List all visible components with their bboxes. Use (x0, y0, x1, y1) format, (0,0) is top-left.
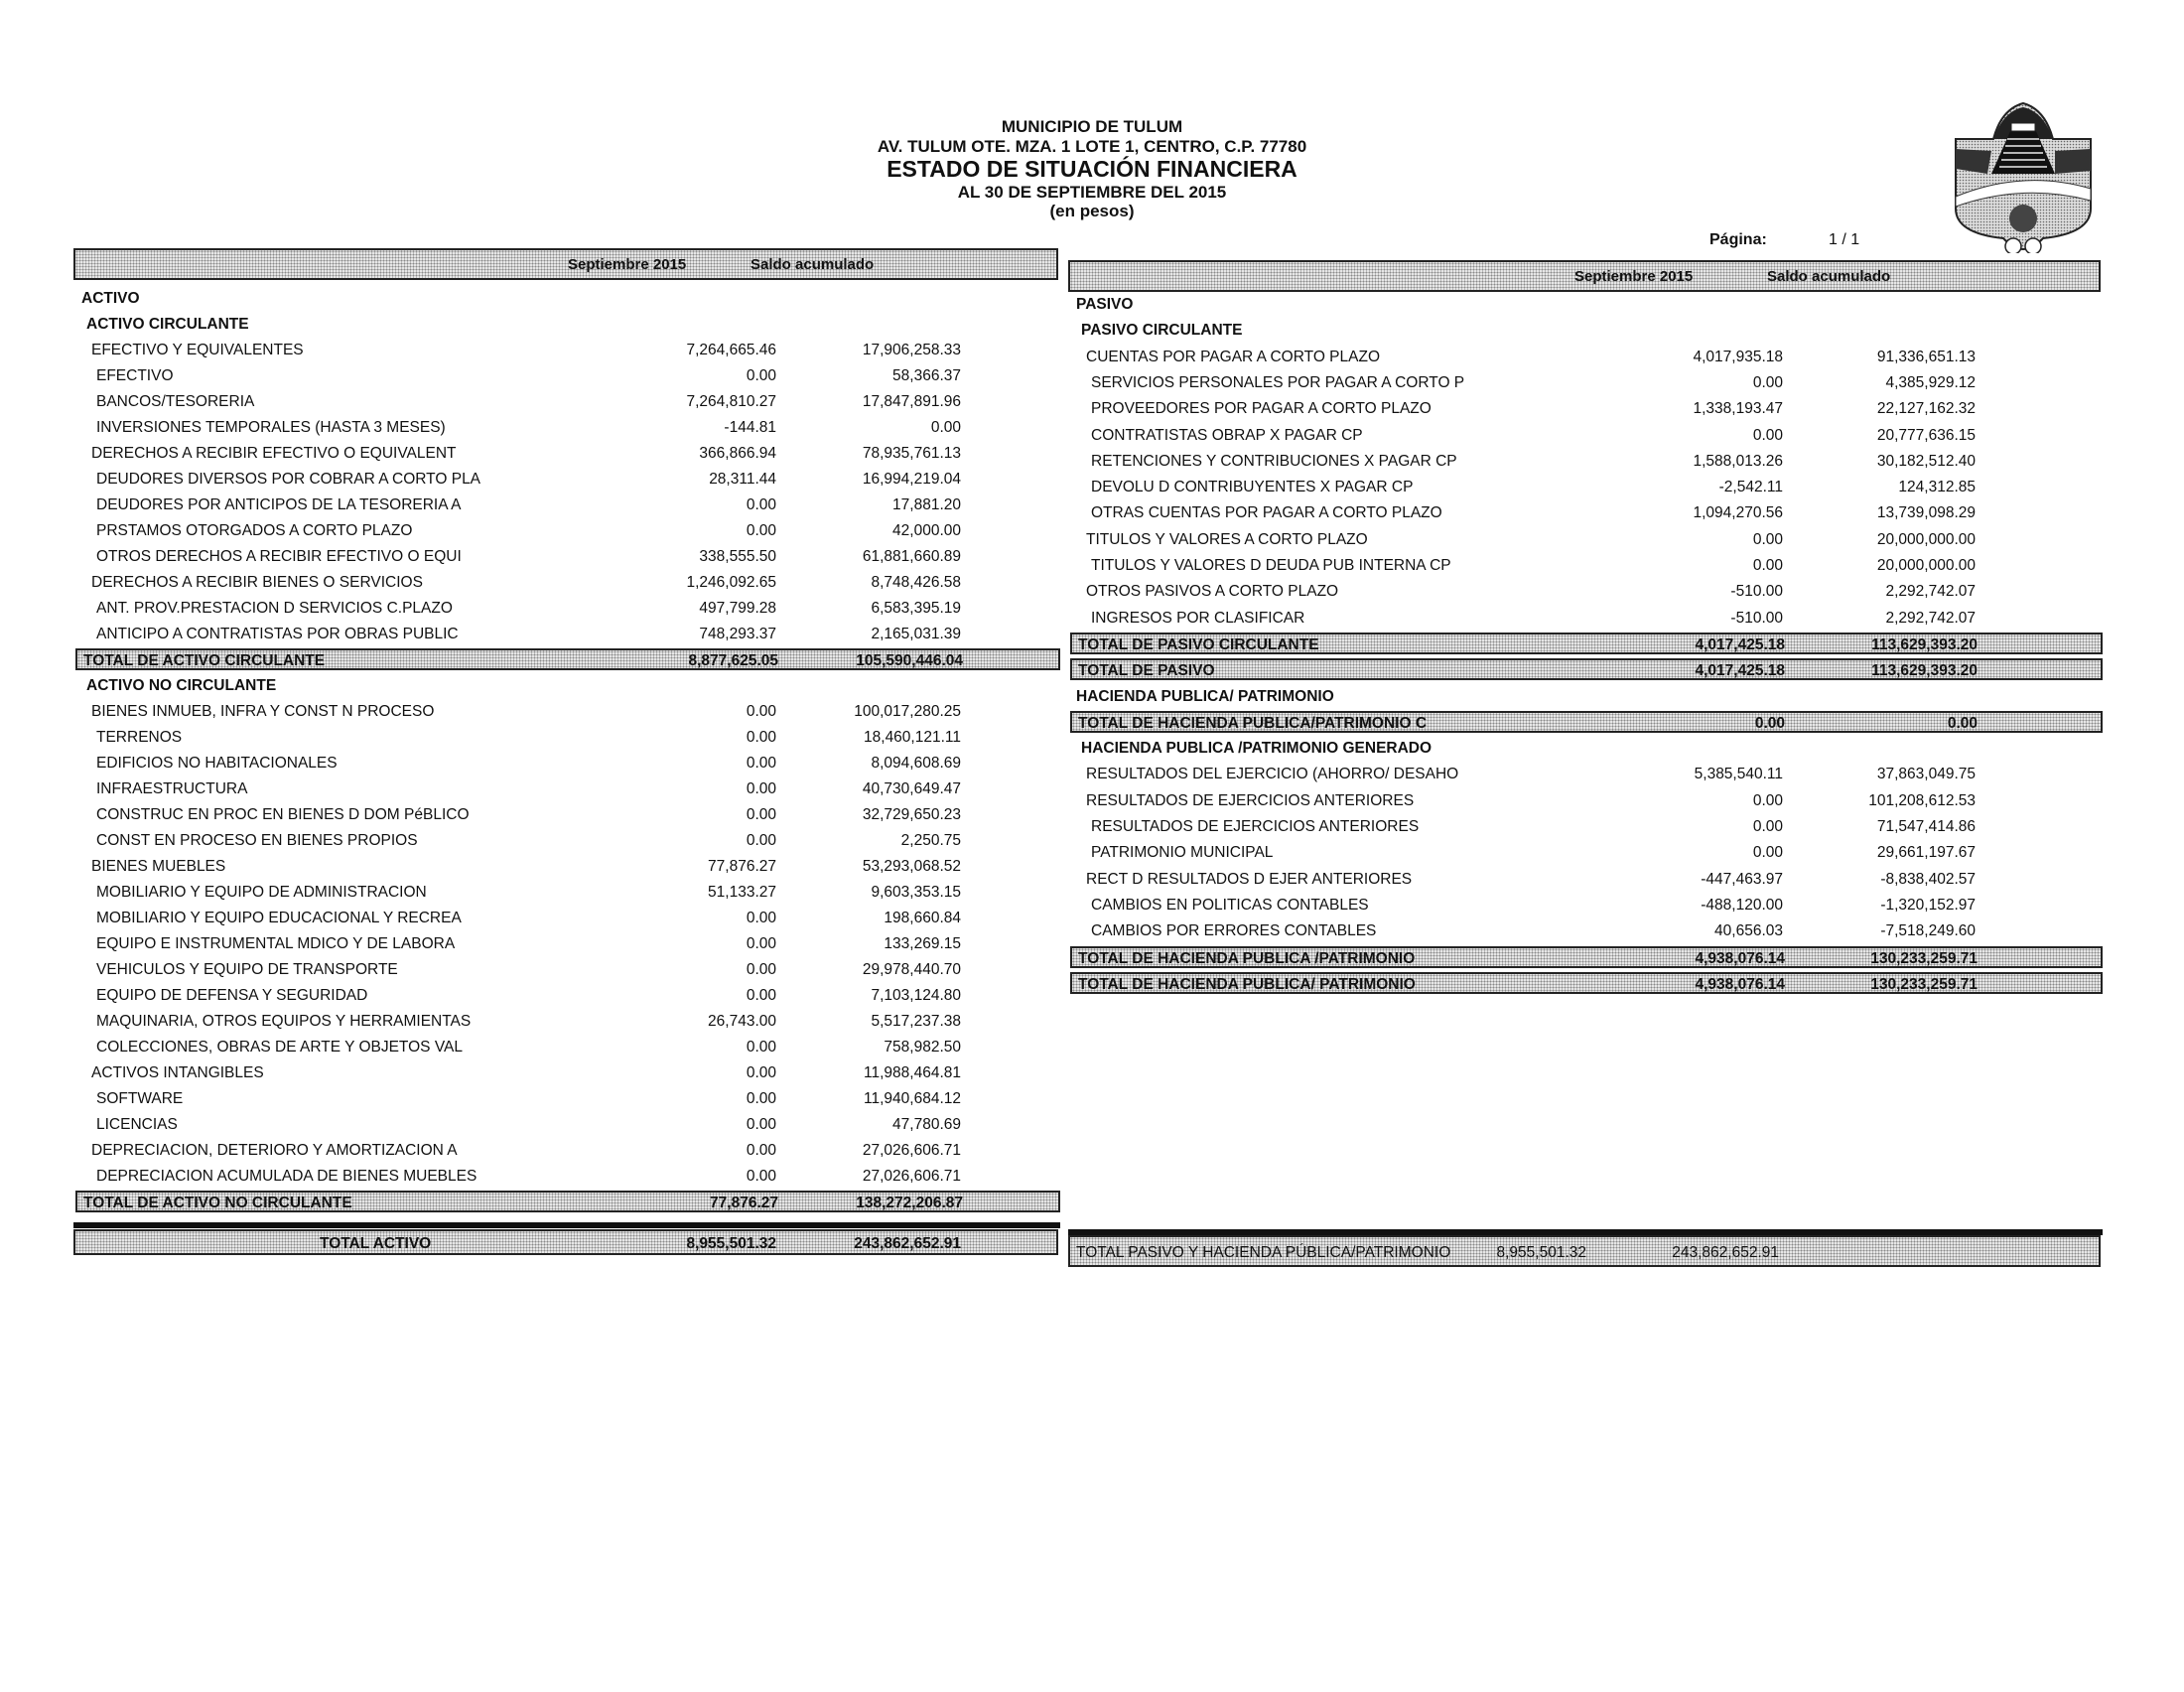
table-row (77, 363, 1058, 389)
value-saldo: 130,233,259.71 (1870, 975, 1978, 993)
row-label: PATRIMONIO MUNICIPAL (1091, 844, 1274, 862)
table-row (1072, 762, 2101, 787)
section-heading (77, 286, 1058, 312)
value-saldo: 17,906,258.33 (862, 342, 961, 358)
value-saldo: -7,518,249.60 (1880, 922, 1976, 940)
municipal-coat-of-arms-logo (1944, 89, 2103, 253)
value-septiembre: 0.00 (746, 806, 776, 823)
table-row (77, 1112, 1058, 1138)
row-label: CAMBIOS EN POLITICAS CONTABLES (1091, 896, 1369, 914)
row-label: TOTAL DE ACTIVO CIRCULANTE (83, 652, 326, 669)
table-row (1072, 370, 2101, 396)
table-row (77, 1035, 1058, 1060)
row-label: TOTAL DE PASIVO CIRCULANTE (1078, 635, 1319, 653)
value-septiembre: 0.00 (746, 496, 776, 513)
value-saldo: 16,994,219.04 (862, 471, 961, 488)
row-label: CUENTAS POR PAGAR A CORTO PLAZO (1086, 348, 1381, 365)
row-label: DEPRECIACION ACUMULADA DE BIENES MUEBLES (96, 1168, 478, 1185)
activo-column-header (73, 248, 1058, 280)
table-row (77, 983, 1058, 1009)
total-row (1070, 711, 2103, 733)
value-saldo: 20,000,000.00 (1876, 530, 1976, 548)
units-note: (en pesos) (1049, 202, 1135, 220)
value-septiembre: 1,246,092.65 (686, 574, 776, 591)
table-row (1072, 606, 2101, 632)
table-row (1072, 345, 2101, 370)
value-saldo: 78,935,761.13 (862, 445, 961, 462)
table-row (77, 725, 1058, 751)
row-label: TITULOS Y VALORES D DEUDA PUB INTERNA CP (1091, 557, 1451, 574)
table-row (77, 518, 1058, 544)
value-saldo: 138,272,206.87 (856, 1195, 963, 1211)
table-row (77, 906, 1058, 931)
row-label: RETENCIONES Y CONTRIBUCIONES X PAGAR CP (1091, 452, 1457, 470)
row-label: CONST EN PROCESO EN BIENES PROPIOS (96, 832, 418, 849)
divider (73, 1222, 1060, 1228)
row-label: PRSTAMOS OTORGADOS A CORTO PLAZO (96, 522, 413, 539)
table-row (77, 699, 1058, 725)
value-saldo: 42,000.00 (892, 522, 961, 539)
page-number: 1 / 1 (1829, 231, 1860, 248)
col-septiembre-label: Septiembre 2015 (1574, 268, 1694, 285)
row-label: SERVICIOS PERSONALES POR PAGAR A CORTO P (1091, 373, 1465, 391)
value-septiembre: 0.00 (746, 522, 776, 539)
value-septiembre: 0.00 (746, 1039, 776, 1056)
row-label: EQUIPO E INSTRUMENTAL MDICO Y DE LABORA (96, 935, 456, 952)
row-label: PROVEEDORES POR PAGAR A CORTO PLAZO (1091, 400, 1432, 418)
row-label: INVERSIONES TEMPORALES (HASTA 3 MESES) (96, 419, 446, 436)
total-pasivo-patrimonio-row (1068, 1235, 2101, 1267)
row-label: SOFTWARE (96, 1090, 184, 1107)
total-row (1070, 658, 2103, 680)
row-label: ACTIVO NO CIRCULANTE (86, 677, 277, 694)
row-label: RECT D RESULTADOS D EJER ANTERIORES (1086, 870, 1413, 888)
value-septiembre: 0.00 (746, 1064, 776, 1081)
value-septiembre: 0.00 (1752, 818, 1783, 835)
table-row (77, 1009, 1058, 1035)
row-label: RESULTADOS DE EJERCICIOS ANTERIORES (1091, 818, 1420, 835)
value-saldo: 27,026,606.71 (862, 1142, 961, 1159)
value-saldo: 2,292,742.07 (1885, 609, 1976, 627)
value-saldo: 8,748,426.58 (871, 574, 961, 591)
value-saldo: 105,590,446.04 (856, 652, 963, 669)
value-saldo: 32,729,650.23 (862, 806, 961, 823)
value-saldo: 2,250.75 (900, 832, 961, 849)
value-saldo: 133,269.15 (884, 935, 961, 952)
row-label: HACIENDA PUBLICA/ PATRIMONIO (1076, 687, 1334, 705)
row-label: ACTIVO (81, 290, 140, 307)
col-saldo-label: Saldo acumulado (751, 256, 875, 273)
value-saldo: 29,978,440.70 (862, 961, 961, 978)
value-saldo: 47,780.69 (892, 1116, 961, 1133)
section-heading (77, 312, 1058, 338)
col-saldo-label: Saldo acumulado (1767, 268, 1891, 285)
col-septiembre-label: Septiembre 2015 (568, 256, 687, 273)
row-label: TOTAL DE PASIVO (1078, 662, 1215, 680)
table-row (1072, 867, 2101, 893)
table-row (77, 596, 1058, 622)
row-label: DEPRECIACION, DETERIORO Y AMORTIZACION A (91, 1142, 458, 1159)
total-activo-row (73, 1229, 1058, 1255)
value-septiembre: 338,555.50 (699, 548, 776, 565)
value-septiembre: 28,311.44 (709, 471, 776, 488)
value-septiembre: 0.00 (746, 1090, 776, 1107)
row-label: COLECCIONES, OBRAS DE ARTE Y OBJETOS VAL (96, 1039, 463, 1056)
value-saldo: 27,026,606.71 (862, 1168, 961, 1185)
table-row (1072, 527, 2101, 553)
table-row (77, 751, 1058, 776)
value-septiembre: 0.00 (1752, 530, 1783, 548)
value-saldo: 30,182,512.40 (1876, 452, 1976, 470)
row-label: EFECTIVO Y EQUIVALENTES (91, 342, 304, 358)
row-label: OTROS DERECHOS A RECIBIR EFECTIVO O EQUI (96, 548, 462, 565)
row-label: EFECTIVO (96, 367, 174, 384)
value-septiembre: 0.00 (746, 987, 776, 1004)
value-septiembre: 0.00 (746, 367, 776, 384)
total-row (75, 648, 1060, 670)
table-row (77, 880, 1058, 906)
row-label: INFRAESTRUCTURA (96, 780, 248, 797)
value-septiembre: 77,876.27 (710, 1195, 778, 1211)
table-row (77, 1138, 1058, 1164)
value-septiembre: 0.00 (746, 935, 776, 952)
value-saldo: 4,385,929.12 (1885, 373, 1976, 391)
page-label: Página: (1709, 231, 1767, 248)
table-row (77, 1060, 1058, 1086)
value-saldo: 71,547,414.86 (1876, 818, 1976, 835)
row-label: BANCOS/TESORERIA (96, 393, 255, 410)
table-row (1072, 814, 2101, 840)
row-label: TOTAL DE ACTIVO NO CIRCULANTE (83, 1195, 352, 1211)
value-saldo: 17,881.20 (892, 496, 961, 513)
row-label: LICENCIAS (96, 1116, 178, 1133)
table-row (77, 415, 1058, 441)
value-septiembre: 0.00 (746, 1116, 776, 1133)
total-pasivo-patrimonio-label: TOTAL PASIVO Y HACIENDA PÚBLICA/PATRIMONIO (1076, 1244, 1451, 1261)
row-label: TOTAL DE HACIENDA PUBLICA /PATRIMONIO (1078, 949, 1416, 967)
row-label: CONSTRUC EN PROC EN BIENES D DOM PéBLICO (96, 806, 470, 823)
row-label: TOTAL DE HACIENDA PUBLICA/ PATRIMONIO (1078, 975, 1416, 993)
value-septiembre: 0.00 (746, 755, 776, 772)
value-septiembre: -510.00 (1730, 609, 1783, 627)
value-septiembre: 5,385,540.11 (1694, 766, 1783, 783)
value-septiembre: 0.00 (1752, 844, 1783, 862)
value-saldo: 113,629,393.20 (1871, 662, 1978, 680)
value-septiembre: 8,877,625.05 (688, 652, 778, 669)
value-septiembre: 0.00 (1754, 714, 1785, 732)
row-label: BIENES MUEBLES (91, 858, 226, 875)
value-saldo: 13,739,098.29 (1876, 504, 1976, 522)
value-septiembre: 1,094,270.56 (1693, 504, 1783, 522)
value-saldo: 11,988,464.81 (864, 1064, 961, 1081)
row-label: ACTIVO CIRCULANTE (86, 316, 249, 333)
value-saldo: 17,847,891.96 (862, 393, 961, 410)
table-row (1072, 840, 2101, 866)
row-label: OTRAS CUENTAS POR PAGAR A CORTO PLAZO (1091, 504, 1442, 522)
value-saldo: 100,017,280.25 (854, 703, 961, 720)
row-label: BIENES INMUEB, INFRA Y CONST N PROCESO (91, 703, 435, 720)
value-saldo: 53,293,068.52 (862, 858, 961, 875)
row-label: MAQUINARIA, OTROS EQUIPOS Y HERRAMIENTAS (96, 1013, 472, 1030)
value-septiembre: -510.00 (1730, 583, 1783, 601)
table-row (77, 570, 1058, 596)
row-label: PASIVO CIRCULANTE (1081, 322, 1243, 340)
value-septiembre: 0.00 (746, 780, 776, 797)
value-septiembre: 0.00 (746, 832, 776, 849)
value-saldo: 5,517,237.38 (871, 1013, 961, 1030)
row-label: VEHICULOS Y EQUIPO DE TRANSPORTE (96, 961, 398, 978)
document-date: AL 30 DE SEPTIEMBRE DEL 2015 (957, 183, 1227, 202)
value-septiembre: 0.00 (746, 961, 776, 978)
value-septiembre: 26,743.00 (708, 1013, 776, 1030)
row-label: INGRESOS POR CLASIFICAR (1091, 609, 1305, 627)
address: AV. TULUM OTE. MZA. 1 LOTE 1, CENTRO, C.P. 77780 (877, 137, 1307, 156)
total-row (1070, 972, 2103, 994)
table-row (77, 493, 1058, 518)
row-label: DERECHOS A RECIBIR BIENES O SERVICIOS (91, 574, 423, 591)
table-row (1072, 475, 2101, 500)
total-row (75, 1191, 1060, 1212)
value-septiembre: 0.00 (1752, 791, 1783, 809)
value-saldo: 40,730,649.47 (862, 780, 961, 797)
value-saldo: 130,233,259.71 (1870, 949, 1978, 967)
value-septiembre: 0.00 (746, 910, 776, 926)
value-saldo: -1,320,152.97 (1880, 896, 1976, 914)
row-label: TITULOS Y VALORES A CORTO PLAZO (1086, 530, 1368, 548)
table-row (77, 1164, 1058, 1190)
value-saldo: 20,777,636.15 (1876, 426, 1976, 444)
value-saldo: 20,000,000.00 (1876, 557, 1976, 574)
table-row (77, 957, 1058, 983)
table-row (1072, 918, 2101, 944)
value-saldo: 0.00 (1947, 714, 1978, 732)
value-saldo: 91,336,651.13 (1876, 348, 1976, 365)
value-septiembre: -447,463.97 (1701, 870, 1783, 888)
table-row (77, 931, 1058, 957)
total-pasivo-patrimonio-saldo: 243,862,652.91 (1672, 1244, 1779, 1261)
value-septiembre: 0.00 (746, 729, 776, 746)
value-septiembre: 0.00 (746, 1142, 776, 1159)
value-saldo: 8,094,608.69 (871, 755, 961, 772)
table-row (77, 802, 1058, 828)
row-label: EQUIPO DE DEFENSA Y SEGURIDAD (96, 987, 368, 1004)
row-label: EDIFICIOS NO HABITACIONALES (96, 755, 338, 772)
value-septiembre: 748,293.37 (699, 626, 776, 642)
value-saldo: 37,863,049.75 (1876, 766, 1976, 783)
total-row (1070, 633, 2103, 654)
row-label: DEUDORES POR ANTICIPOS DE LA TESORERIA A (96, 496, 462, 513)
value-septiembre: 4,017,425.18 (1695, 662, 1785, 680)
row-label: MOBILIARIO Y EQUIPO DE ADMINISTRACION (96, 884, 427, 901)
value-saldo: 2,165,031.39 (871, 626, 961, 642)
value-septiembre: 0.00 (746, 703, 776, 720)
value-saldo: 6,583,395.19 (871, 600, 961, 617)
value-septiembre: 497,799.28 (699, 600, 776, 617)
value-saldo: 58,366.37 (892, 367, 961, 384)
value-saldo: 101,208,612.53 (1868, 791, 1976, 809)
section-heading (77, 673, 1058, 699)
value-septiembre: 77,876.27 (708, 858, 776, 875)
value-septiembre: 7,264,665.46 (686, 342, 776, 358)
table-row (1072, 788, 2101, 814)
table-row (77, 854, 1058, 880)
row-label: ANT. PROV.PRESTACION D SERVICIOS C.PLAZO (96, 600, 453, 617)
value-septiembre: 0.00 (1752, 557, 1783, 574)
table-row (77, 441, 1058, 467)
value-septiembre: 1,588,013.26 (1693, 452, 1783, 470)
value-septiembre: 1,338,193.47 (1693, 400, 1783, 418)
row-label: PASIVO (1076, 296, 1134, 313)
row-label: TOTAL DE HACIENDA PUBLICA/PATRIMONIO C (1078, 714, 1428, 732)
table-row (1072, 449, 2101, 475)
table-row (77, 467, 1058, 493)
table-row (77, 338, 1058, 363)
row-label: MOBILIARIO Y EQUIPO EDUCACIONAL Y RECREA (96, 910, 462, 926)
document-title: ESTADO DE SITUACIÓN FINANCIERA (887, 156, 1297, 182)
value-saldo: 18,460,121.11 (864, 729, 961, 746)
value-saldo: 113,629,393.20 (1871, 635, 1978, 653)
value-septiembre: 4,938,076.14 (1695, 949, 1785, 967)
table-row (77, 1086, 1058, 1112)
value-septiembre: 4,938,076.14 (1695, 975, 1785, 993)
total-row (1070, 946, 2103, 968)
value-saldo: 11,940,684.12 (864, 1090, 961, 1107)
row-label: CAMBIOS POR ERRORES CONTABLES (1091, 922, 1377, 940)
municipality-name: MUNICIPIO DE TULUM (1001, 117, 1183, 136)
value-septiembre: -488,120.00 (1701, 896, 1783, 914)
total-activo-sept: 8,955,501.32 (686, 1235, 776, 1252)
value-septiembre: 0.00 (746, 1168, 776, 1185)
value-saldo: 7,103,124.80 (871, 987, 961, 1004)
value-septiembre: 0.00 (1752, 426, 1783, 444)
value-septiembre: 4,017,425.18 (1695, 635, 1785, 653)
value-septiembre: 4,017,935.18 (1693, 348, 1783, 365)
row-label: RESULTADOS DEL EJERCICIO (AHORRO/ DESAHO (1086, 766, 1459, 783)
table-row (77, 544, 1058, 570)
row-label: DEVOLU D CONTRIBUYENTES X PAGAR CP (1091, 479, 1414, 496)
total-pasivo-patrimonio-sept: 8,955,501.32 (1496, 1244, 1586, 1261)
row-label: ANTICIPO A CONTRATISTAS POR OBRAS PUBLIC (96, 626, 459, 642)
row-label: HACIENDA PUBLICA /PATRIMONIO GENERADO (1081, 740, 1433, 758)
row-label: ACTIVOS INTANGIBLES (91, 1064, 264, 1081)
value-septiembre: 51,133.27 (708, 884, 776, 901)
section-heading (1072, 736, 2101, 762)
section-heading (1072, 292, 2101, 318)
value-septiembre: 7,264,810.27 (686, 393, 776, 410)
value-saldo: 29,661,197.67 (1876, 844, 1976, 862)
row-label: OTROS PASIVOS A CORTO PLAZO (1086, 583, 1339, 601)
value-saldo: 758,982.50 (884, 1039, 961, 1056)
row-label: TERRENOS (96, 729, 183, 746)
table-row (1072, 893, 2101, 918)
value-saldo: 22,127,162.32 (1876, 400, 1976, 418)
value-septiembre: -144.81 (724, 419, 776, 436)
value-saldo: 124,312.85 (1898, 479, 1976, 496)
value-saldo: -8,838,402.57 (1880, 870, 1976, 888)
table-row (77, 389, 1058, 415)
value-septiembre: 40,656.03 (1714, 922, 1783, 940)
value-septiembre: 0.00 (1752, 373, 1783, 391)
value-saldo: 2,292,742.07 (1885, 583, 1976, 601)
total-activo-label: TOTAL ACTIVO (320, 1235, 432, 1252)
table-row (77, 622, 1058, 647)
table-row (77, 828, 1058, 854)
total-activo-saldo: 243,862,652.91 (854, 1235, 961, 1252)
value-saldo: 198,660.84 (884, 910, 961, 926)
value-saldo: 61,881,660.89 (862, 548, 961, 565)
table-row (1072, 396, 2101, 422)
value-saldo: 9,603,353.15 (871, 884, 961, 901)
section-heading (1072, 684, 2101, 710)
table-row (1072, 553, 2101, 579)
value-septiembre: 366,866.94 (699, 445, 776, 462)
table-row (77, 776, 1058, 802)
section-heading (1072, 318, 2101, 344)
value-septiembre: -2,542.11 (1718, 479, 1783, 496)
value-saldo: 0.00 (930, 419, 961, 436)
row-label: RESULTADOS DE EJERCICIOS ANTERIORES (1086, 791, 1415, 809)
pasivo-column-header (1068, 260, 2101, 292)
table-row (1072, 423, 2101, 449)
row-label: DEUDORES DIVERSOS POR COBRAR A CORTO PLA (96, 471, 481, 488)
row-label: CONTRATISTAS OBRAP X PAGAR CP (1091, 426, 1363, 444)
table-row (1072, 500, 2101, 526)
row-label: DERECHOS A RECIBIR EFECTIVO O EQUIVALENT (91, 445, 457, 462)
table-row (1072, 579, 2101, 605)
